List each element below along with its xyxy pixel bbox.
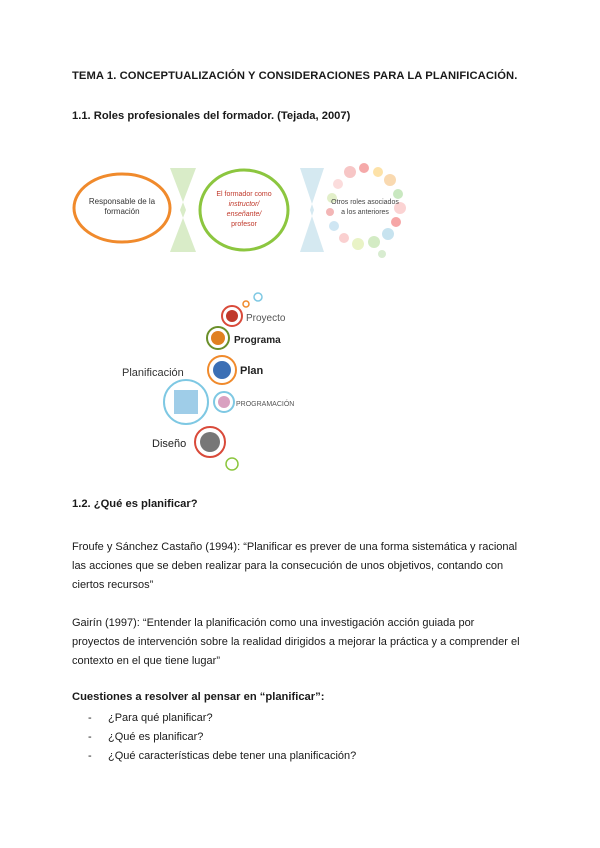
role1-line1: Responsable de la <box>88 197 156 206</box>
list-item: - ¿Qué características debe tener una planificación? <box>88 750 357 762</box>
label-proyecto: Proyecto <box>246 313 286 324</box>
quote2-line: Gairín (1997): “Entender la planificación como una investigación acción guiada por <box>72 617 475 629</box>
chevron-shape <box>170 168 196 252</box>
page-title: TEMA 1. CONCEPTUALIZACIÓN Y CONSIDERACIONES PARA LA PLANIFICACIÓN. <box>72 70 518 82</box>
role2-line1: El formador como <box>216 191 272 198</box>
decor-circle <box>226 458 238 470</box>
quote2-line: contexto en el que tiene lugar” <box>72 655 220 667</box>
section-heading-roles: 1.1. Roles profesionales del formador. (Tejada, 2007) <box>72 110 351 122</box>
role2-line2: instructor/ <box>228 201 260 208</box>
programacion-icon <box>218 396 230 408</box>
planning-diagram <box>118 290 338 480</box>
role2-line4: profesor <box>231 221 257 228</box>
quote2-line: proyectos de intervención sobre la realidad dirigidos a mejorar la práctica y a comprender el <box>72 636 520 648</box>
proyecto-icon <box>226 310 238 322</box>
decor-circle <box>254 293 262 301</box>
quote-gairin <box>72 614 528 671</box>
questions-heading: Cuestiones a resolver al pensar en “planificar”: <box>72 691 325 703</box>
role1-line2: formación <box>104 207 140 216</box>
planificacion-icon <box>174 390 198 414</box>
quote1-line: ciertos recursos” <box>72 579 154 591</box>
role3-line2: a los anteriores <box>341 209 389 216</box>
role-circle-formador <box>200 170 288 250</box>
label-programacion: PROGRAMACIÓN <box>236 401 295 408</box>
section-heading-planificar: 1.2. ¿Qué es planificar? <box>72 498 198 510</box>
list-item: - ¿Para qué planificar? <box>88 712 213 724</box>
quote1-line: las acciones que se deben realizar para la consecución de unos objetivos, contando con <box>72 560 504 572</box>
role2-line3: enseñante/ <box>226 211 262 218</box>
label-plan: Plan <box>240 365 264 377</box>
quote-froufe <box>72 538 528 595</box>
label-planificacion: Planificación <box>122 367 184 379</box>
label-diseno: Diseño <box>152 438 187 450</box>
label-programa: Programa <box>234 335 281 346</box>
programa-icon <box>211 331 225 345</box>
quote1-line: Froufe y Sánchez Castaño (1994): “Planificar es prever de una forma sistemática y racional <box>72 541 518 553</box>
diseno-icon <box>200 432 220 452</box>
questions-list <box>88 709 356 766</box>
roles-diagram <box>62 150 422 272</box>
plan-icon <box>213 361 231 379</box>
decor-circle <box>243 301 249 307</box>
list-item: - ¿Qué es planificar? <box>88 731 204 743</box>
role3-line1: Otros roles asociados <box>331 199 399 206</box>
chevron-shape <box>300 168 324 252</box>
